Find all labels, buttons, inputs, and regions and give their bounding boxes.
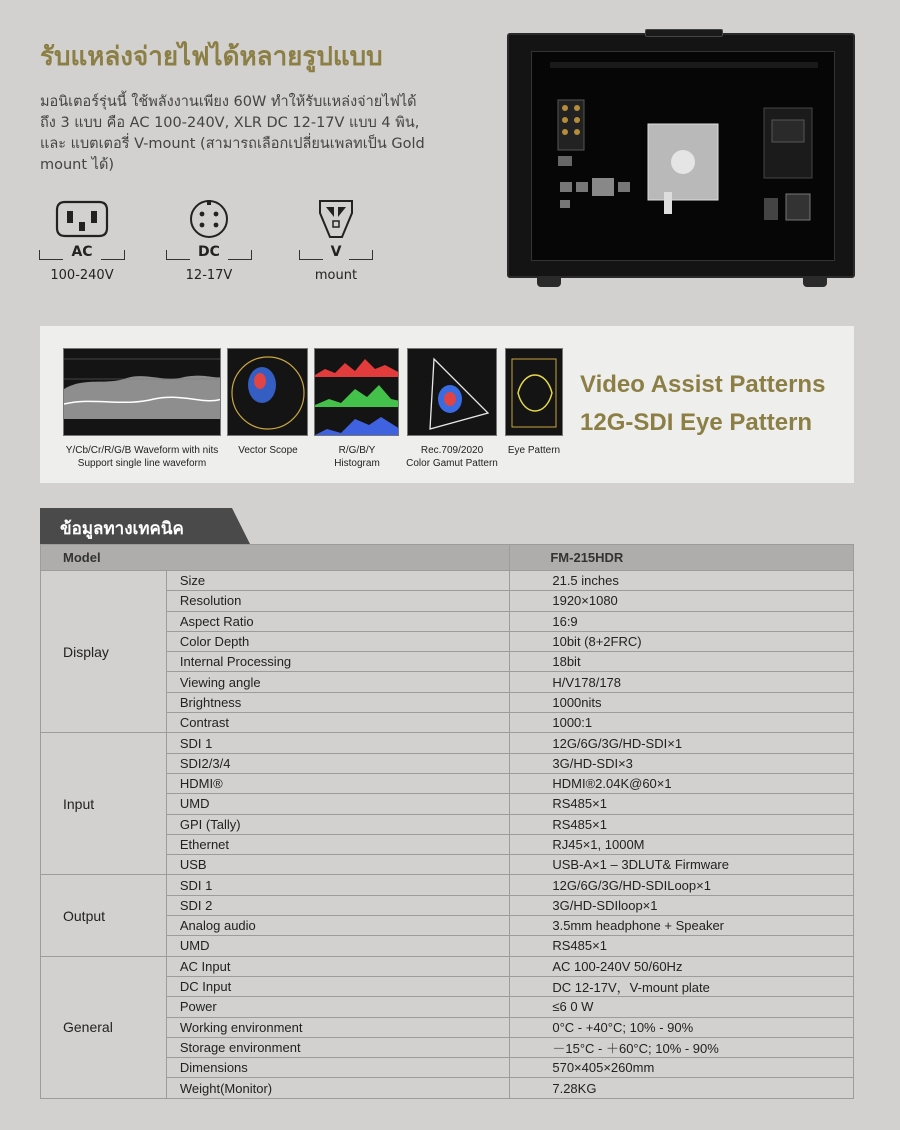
spec-value: H/V178/178 <box>510 672 854 692</box>
spec-item: Ethernet <box>166 834 509 854</box>
spec-item: Power <box>166 997 509 1017</box>
spec-item: HDMI® <box>166 773 509 793</box>
spec-item: SDI 1 <box>166 875 509 895</box>
power-source-sub: 12-17V <box>185 268 233 283</box>
power-source-label: AC <box>71 244 93 260</box>
spec-value: 10bit (8+2FRC) <box>510 631 854 651</box>
spec-item: Internal Processing <box>166 652 509 672</box>
table-row <box>41 733 854 753</box>
monitor-foot <box>803 277 827 287</box>
pattern-caption-waveform: Y/Cb/Cr/R/G/B Waveform with nits Support single line waveform <box>65 445 219 469</box>
spec-item: Brightness <box>166 692 509 712</box>
spec-item: Aspect Ratio <box>166 611 509 631</box>
power-source-ac <box>22 196 142 283</box>
color-gamut-thumbnail <box>407 348 497 436</box>
page-title: รับแหล่งจ่ายไฟได้หลายรูปแบบ <box>40 42 383 72</box>
header-model-value: FM-215HDR <box>510 545 854 571</box>
spec-item: Working environment <box>166 1017 509 1037</box>
table-row <box>41 875 854 895</box>
spec-value: 0°C - +40°C; 10% - 90% <box>510 1017 854 1037</box>
video-assist-title: Video Assist Patterns 12G-SDI Eye Pattern <box>580 371 826 436</box>
histogram-thumbnail <box>314 348 399 436</box>
spec-item: AC Input <box>166 956 509 976</box>
spec-item: Size <box>166 571 509 591</box>
spec-value: RS485×1 <box>510 936 854 956</box>
spec-group-name: General <box>41 956 167 1098</box>
spec-table <box>40 544 854 1099</box>
spec-item: SDI 1 <box>166 733 509 753</box>
spec-value: 7.28KG <box>510 1078 854 1098</box>
spec-group-name: Display <box>41 571 167 733</box>
spec-item: UMD <box>166 936 509 956</box>
spec-item: Resolution <box>166 591 509 611</box>
spec-value: 1920×1080 <box>510 591 854 611</box>
spec-group-name: Input <box>41 733 167 875</box>
spec-item: Weight(Monitor) <box>166 1078 509 1098</box>
monitor-back-panel <box>531 51 835 261</box>
spec-value: RS485×1 <box>510 814 854 834</box>
header-model: Model <box>41 545 510 571</box>
spec-item: DC Input <box>166 976 509 996</box>
video-assist-band <box>40 326 854 483</box>
spec-value: ≤6 0 W <box>510 997 854 1017</box>
spec-value: 12G/6G/3G/HD-SDILoop×1 <box>510 875 854 895</box>
spec-value: 1000nits <box>510 692 854 712</box>
xlr-4pin-icon <box>149 196 269 242</box>
spec-value: USB-A×1 – 3DLUT& Firmware <box>510 855 854 875</box>
pattern-caption-histogram: R/G/B/Y Histogram <box>334 445 380 469</box>
spec-tab-label: ข้อมูลทางเทคนิค <box>60 519 184 539</box>
table-row <box>41 571 854 591</box>
power-source-label: V <box>330 244 342 260</box>
pattern-caption-gamut: Rec.709/2020 Color Gamut Pattern <box>406 445 498 469</box>
power-source-label: DC <box>198 244 220 260</box>
spec-header-row <box>41 545 854 571</box>
spec-item: UMD <box>166 794 509 814</box>
spec-value: 12G/6G/3G/HD-SDI×1 <box>510 733 854 753</box>
power-description: มอนิเตอร์รุ่นนี้ ใช้พลังงานเพียง 60W ทำให้รับแหล่งจ่ายไฟได้ ถึง 3 แบบ คือ AC 100-240V, XLR DC 12-17V แบบ 4 พิน, และ แบตเตอรี่ V-mount (สามารถเลือกเปลี่ยนเพลทเป็น Gold mount ได้) <box>40 94 425 173</box>
power-source-sub: 100-240V <box>50 268 114 283</box>
monitor-handle <box>645 29 723 37</box>
spec-value: 21.5 inches <box>510 571 854 591</box>
spec-value: 570×405×260mm <box>510 1058 854 1078</box>
spec-item: Dimensions <box>166 1058 509 1078</box>
spec-value: 1000:1 <box>510 713 854 733</box>
v-mount-icon <box>276 196 396 242</box>
ac-plug-icon <box>22 196 142 242</box>
spec-value: AC 100-240V 50/60Hz <box>510 956 854 976</box>
spec-value: 16:9 <box>510 611 854 631</box>
spec-value: －15°C - ＋60°C; 10% - 90% <box>510 1037 854 1057</box>
pattern-caption-eye: Eye Pattern <box>507 445 561 456</box>
spec-value: 3G/HD-SDIloop×1 <box>510 895 854 915</box>
spec-item: Viewing angle <box>166 672 509 692</box>
spec-item: Analog audio <box>166 916 509 936</box>
monitor-rear-photo <box>507 33 855 278</box>
table-row <box>41 956 854 976</box>
spec-item: GPI (Tally) <box>166 814 509 834</box>
spec-item: SDI2/3/4 <box>166 753 509 773</box>
eye-pattern-thumbnail <box>505 348 563 436</box>
spec-item: Color Depth <box>166 631 509 651</box>
waveform-thumbnail <box>63 348 221 436</box>
power-source-vmount <box>276 196 396 283</box>
spec-value: 18bit <box>510 652 854 672</box>
monitor-foot <box>537 277 561 287</box>
spec-group-name: Output <box>41 875 167 956</box>
spec-item: Contrast <box>166 713 509 733</box>
spec-value: RS485×1 <box>510 794 854 814</box>
spec-value: HDMI®2.04K@60×1 <box>510 773 854 793</box>
vector-scope-thumbnail <box>227 348 308 436</box>
power-source-dc <box>149 196 269 283</box>
spec-value: 3.5mm headphone + Speaker <box>510 916 854 936</box>
spec-value: RJ45×1, 1000M <box>510 834 854 854</box>
spec-item: USB <box>166 855 509 875</box>
spec-value: 3G/HD-SDI×3 <box>510 753 854 773</box>
spec-item: SDI 2 <box>166 895 509 915</box>
spec-value: DC 12-17V，V-mount plate <box>510 976 854 996</box>
power-source-sub: mount <box>314 268 358 283</box>
spec-item: Storage environment <box>166 1037 509 1057</box>
pattern-caption-vectorscope: Vector Scope <box>238 445 298 456</box>
